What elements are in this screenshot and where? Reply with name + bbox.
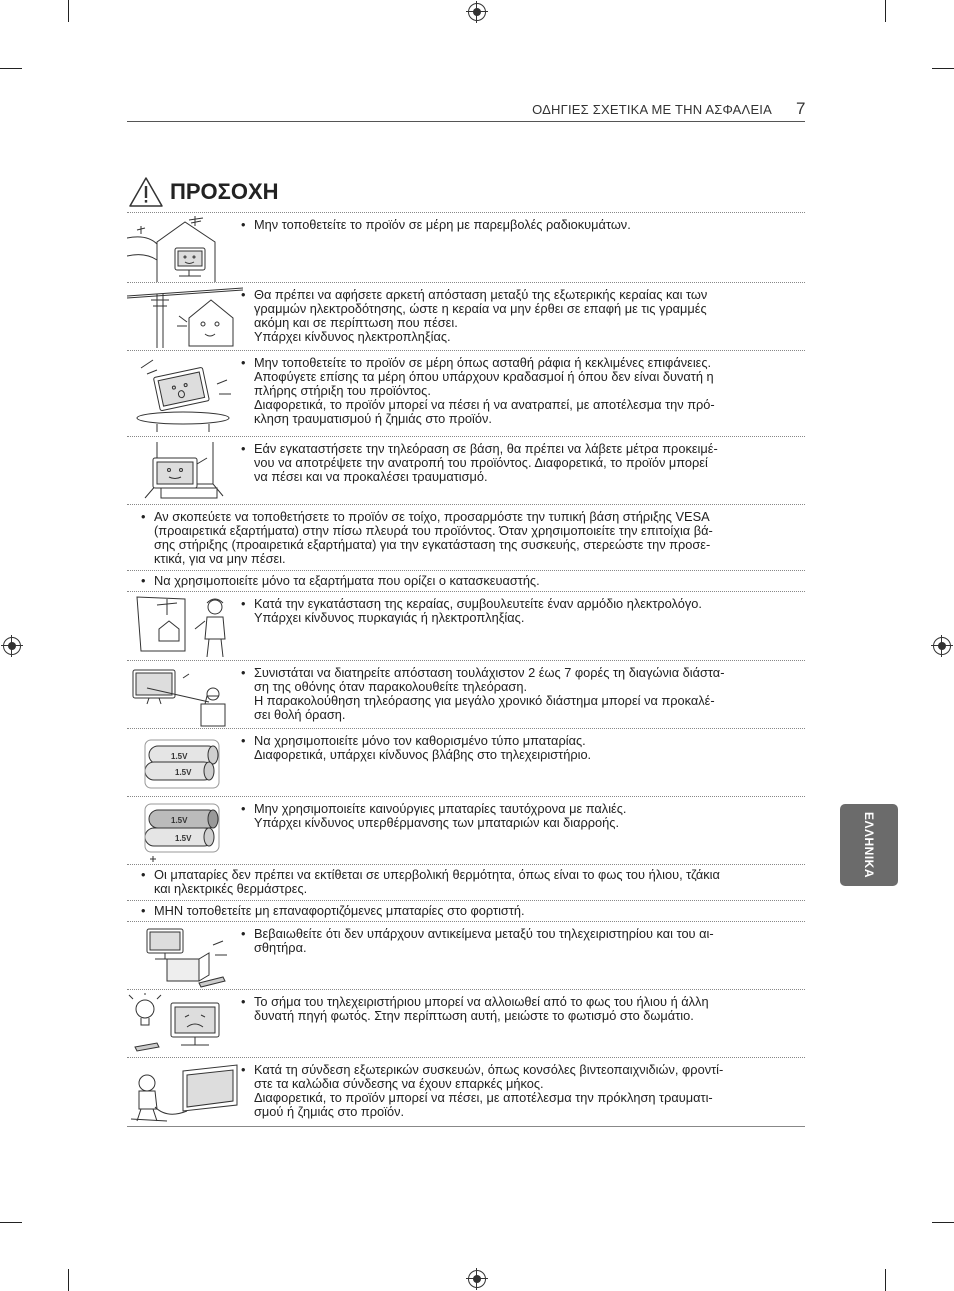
item-line: Διαφορετικά, το προϊόν μπορεί να πέσει ή να ανατραπεί, με αποτέλεσμα την πρό- (254, 397, 715, 412)
item-line: ακόμη και σε περίπτωση που πέσει. (254, 315, 458, 330)
bullet: • (241, 1062, 246, 1077)
list-item (127, 989, 805, 1057)
caution-heading (128, 172, 279, 212)
bullet: • (241, 596, 246, 611)
language-tab-label: ΕΛΛΗΝΙΚΑ (862, 811, 876, 879)
item-text (141, 867, 804, 896)
list-item (127, 900, 805, 921)
antenna-powerline-house-illustration (127, 286, 246, 350)
page-number: 7 (796, 99, 806, 118)
list-item (127, 864, 805, 900)
crop-mark (68, 0, 69, 22)
child-cable-tv-illustration (127, 1061, 246, 1125)
batteries-mixed-illustration (127, 800, 246, 864)
item-text (241, 994, 794, 1023)
item-line: κτικά, για να μην πέσει. (154, 551, 286, 566)
item-text (241, 441, 794, 484)
item-text (241, 1062, 794, 1119)
list-item (127, 350, 805, 436)
antenna-house-tv-illustration (127, 216, 246, 282)
language-tab (840, 804, 898, 886)
item-line: Συνιστάται να διατηρείτε απόσταση τουλάχιστον 2 έως 7 φορές τη διαγώνια διάστα- (254, 665, 725, 680)
item-text (241, 801, 794, 830)
section-title: ΟΔΗΓΙΕΣ ΣΧΕΤΙΚΑ ΜΕ ΤΗΝ ΑΣΦΑΛΕΙΑ (532, 102, 772, 117)
crop-mark (885, 0, 886, 22)
registration-mark-icon (933, 637, 951, 655)
item-line: να πέσει και να προκαλέσει τραυματισμό. (254, 469, 488, 484)
item-line: σης στήριξης (προαιρετικά εξαρτήματα) για την εγκατάσταση της συσκευής, στερεώστε την προσε- (154, 537, 711, 552)
item-line: Μην τοποθετείτε το προϊόν σε μέρη με παρεμβολές ραδιοκυμάτων. (254, 217, 631, 232)
item-line: στε τα καλώδια σύνδεσης να έχουν επαρκές μήκος. (254, 1076, 544, 1091)
crop-mark (0, 1222, 22, 1223)
list-item (127, 504, 805, 570)
item-text (141, 903, 804, 918)
electrician-antenna-illustration (127, 595, 246, 659)
bullet: • (241, 665, 246, 680)
item-line: Διαφορετικά, υπάρχει κίνδυνος βλάβης στο τηλεχειριστήριο. (254, 747, 592, 762)
item-line: Το σήμα του τηλεχειριστήριου μπορεί να αλλοιωθεί από το φως του ήλιου ή άλλη (254, 994, 709, 1009)
list-item (127, 1057, 805, 1127)
item-line: Υπάρχει κίνδυνος υπερθέρμανσης των μπαταριών και διαρροής. (254, 815, 619, 830)
crop-mark (885, 1269, 886, 1291)
crop-mark (932, 68, 954, 69)
bullet: • (141, 573, 146, 588)
lamp-sensor-illustration (127, 993, 246, 1057)
item-line: Μην χρησιμοποιείτε καινούργιες μπαταρίες ταυτόχρονα με παλιές. (254, 801, 627, 816)
crop-mark (68, 1269, 69, 1291)
tv-on-stand-wall-illustration (127, 440, 246, 504)
bullet: • (241, 733, 246, 748)
battery-label: 1.5V (171, 816, 188, 825)
item-line: ση της οθόνης όταν παρακολουθείτε τηλεόραση. (254, 679, 527, 694)
item-line: πλήρης στήριξη του προϊόντος. (254, 383, 431, 398)
item-line: ΜΗΝ τοποθετείτε μη επαναφορτιζόμενες μπαταρίες στο φορτιστή. (154, 903, 525, 918)
item-text (241, 733, 794, 762)
bullet: • (241, 355, 246, 370)
item-text (241, 926, 794, 955)
item-line: γραμμών ηλεκτροδότησης, ώστε η κεραία να μην έρθει σε επαφή με τις γραμμές (254, 301, 707, 316)
bullet: • (241, 287, 246, 302)
bullet: • (141, 903, 146, 918)
bullet: • (141, 509, 146, 524)
list-item (127, 436, 805, 504)
tv-falling-shelf-illustration (127, 354, 246, 434)
battery-label: 1.5V (175, 768, 192, 777)
item-line: Η παρακολούθηση τηλεόρασης για μεγάλο χρονικό διάστημα μπορεί να προκαλέ- (254, 693, 715, 708)
item-line: κληση τραυματισμού ή ζημιάς στο προϊόν. (254, 411, 492, 426)
registration-mark-icon (468, 3, 486, 21)
bullet: • (241, 926, 246, 941)
item-text (241, 596, 794, 625)
item-line: Να χρησιμοποιείτε μόνο τα εξαρτήματα που ορίζει ο κατασκευαστής. (154, 573, 540, 588)
viewing-distance-illustration (127, 664, 246, 728)
item-line: σει θολή όραση. (254, 707, 346, 722)
item-text (241, 217, 794, 232)
item-line: Θα πρέπει να αφήσετε αρκετή απόσταση μεταξύ της εξωτερικής κεραίας και των (254, 287, 708, 302)
item-line: Διαφορετικά, το προϊόν μπορεί να πέσει, με αποτέλεσμα την πρόκληση τραυματι- (254, 1090, 713, 1105)
item-text (141, 573, 804, 588)
bullet: • (241, 994, 246, 1009)
item-line: (προαιρετικά εξαρτήματα) στην πίσω πλευρά του προϊόντος. Όταν χρησιμοποιείτε την επιτοίχια βά- (154, 523, 713, 538)
list-item (127, 282, 805, 350)
battery-label: 1.5V (175, 834, 192, 843)
item-line: Κατά τη σύνδεση εξωτερικών συσκευών, όπως κονσόλες βιντεοπαιχνιδιών, φροντί- (254, 1062, 724, 1077)
list-item (127, 591, 805, 660)
item-line: σμού ή ζημιάς στο προϊόν. (254, 1104, 405, 1119)
crop-mark (932, 1222, 954, 1223)
item-line: δυνατή πηγή φωτός. Στην περίπτωση αυτή, μειώστε το φωτισμό στο δωμάτιο. (254, 1008, 694, 1023)
item-line: Μην τοποθετείτε το προϊόν σε μέρη όπως ασταθή ράφια ή κεκλιμένες επιφάνειες. (254, 355, 712, 370)
item-text (241, 665, 794, 722)
list-item (127, 728, 805, 796)
item-line: Εάν εγκαταστήσετε την τηλεόραση σε βάση, θα πρέπει να λάβετε μέτρα προκειμέ- (254, 441, 718, 456)
list-item (127, 212, 805, 282)
item-line: Αν σκοπεύετε να τοποθετήσετε το προϊόν σε τοίχο, προσαρμόστε την τυπική βάση στήριξης VESA (154, 509, 710, 524)
batteries-same-illustration (127, 732, 246, 796)
battery-label: 1.5V (171, 752, 188, 761)
item-line: σθητήρα. (254, 940, 307, 955)
item-line: Οι μπαταρίες δεν πρέπει να εκτίθεται σε υπερβολική θερμότητα, όπως είναι το φως του ήλιου, τζάκια (154, 867, 720, 882)
item-line: Υπάρχει κίνδυνος ηλεκτροπληξίας. (254, 329, 451, 344)
item-line: Κατά την εγκατάσταση της κεραίας, συμβουλευτείτε έναν αρμόδιο ηλεκτρολόγο. (254, 596, 702, 611)
warning-triangle-icon (128, 176, 164, 208)
bullet: • (241, 217, 246, 232)
item-line: Αποφύγετε επίσης τα μέρη όπου υπάρχουν κραδασμοί ή όπου δεν είναι δυνατή η (254, 369, 714, 384)
registration-mark-icon (3, 637, 21, 655)
bullet: • (141, 867, 146, 882)
list-item (127, 660, 805, 728)
item-line: Να χρησιμοποιείτε μόνο τον καθορισμένο τύπο μπαταρίας. (254, 733, 586, 748)
item-line: και ηλεκτρικές θερμάστρες. (154, 881, 308, 896)
item-text (141, 509, 804, 566)
list-item (127, 921, 805, 989)
registration-mark-icon (468, 1270, 486, 1288)
caution-list (127, 212, 805, 1127)
remote-obstacle-illustration (127, 925, 246, 989)
item-line: Βεβαιωθείτε ότι δεν υπάρχουν αντικείμενα μεταξύ του τηλεχειριστηρίου και του αι- (254, 926, 714, 941)
crop-mark (0, 68, 22, 69)
item-line: Υπάρχει κίνδυνος πυρκαγιάς ή ηλεκτροπληξίας. (254, 610, 525, 625)
caution-title: ΠΡΟΣΟΧΗ (170, 179, 279, 204)
bullet: • (241, 441, 246, 456)
item-line: νου να αποτρέψετε την ανατροπή του προϊόντος. Διαφορετικά, το προϊόν μπορεί (254, 455, 708, 470)
header-rule (127, 121, 805, 122)
item-text (241, 355, 794, 426)
item-text (241, 287, 794, 344)
list-item (127, 570, 805, 591)
list-item (127, 796, 805, 864)
bullet: • (241, 801, 246, 816)
